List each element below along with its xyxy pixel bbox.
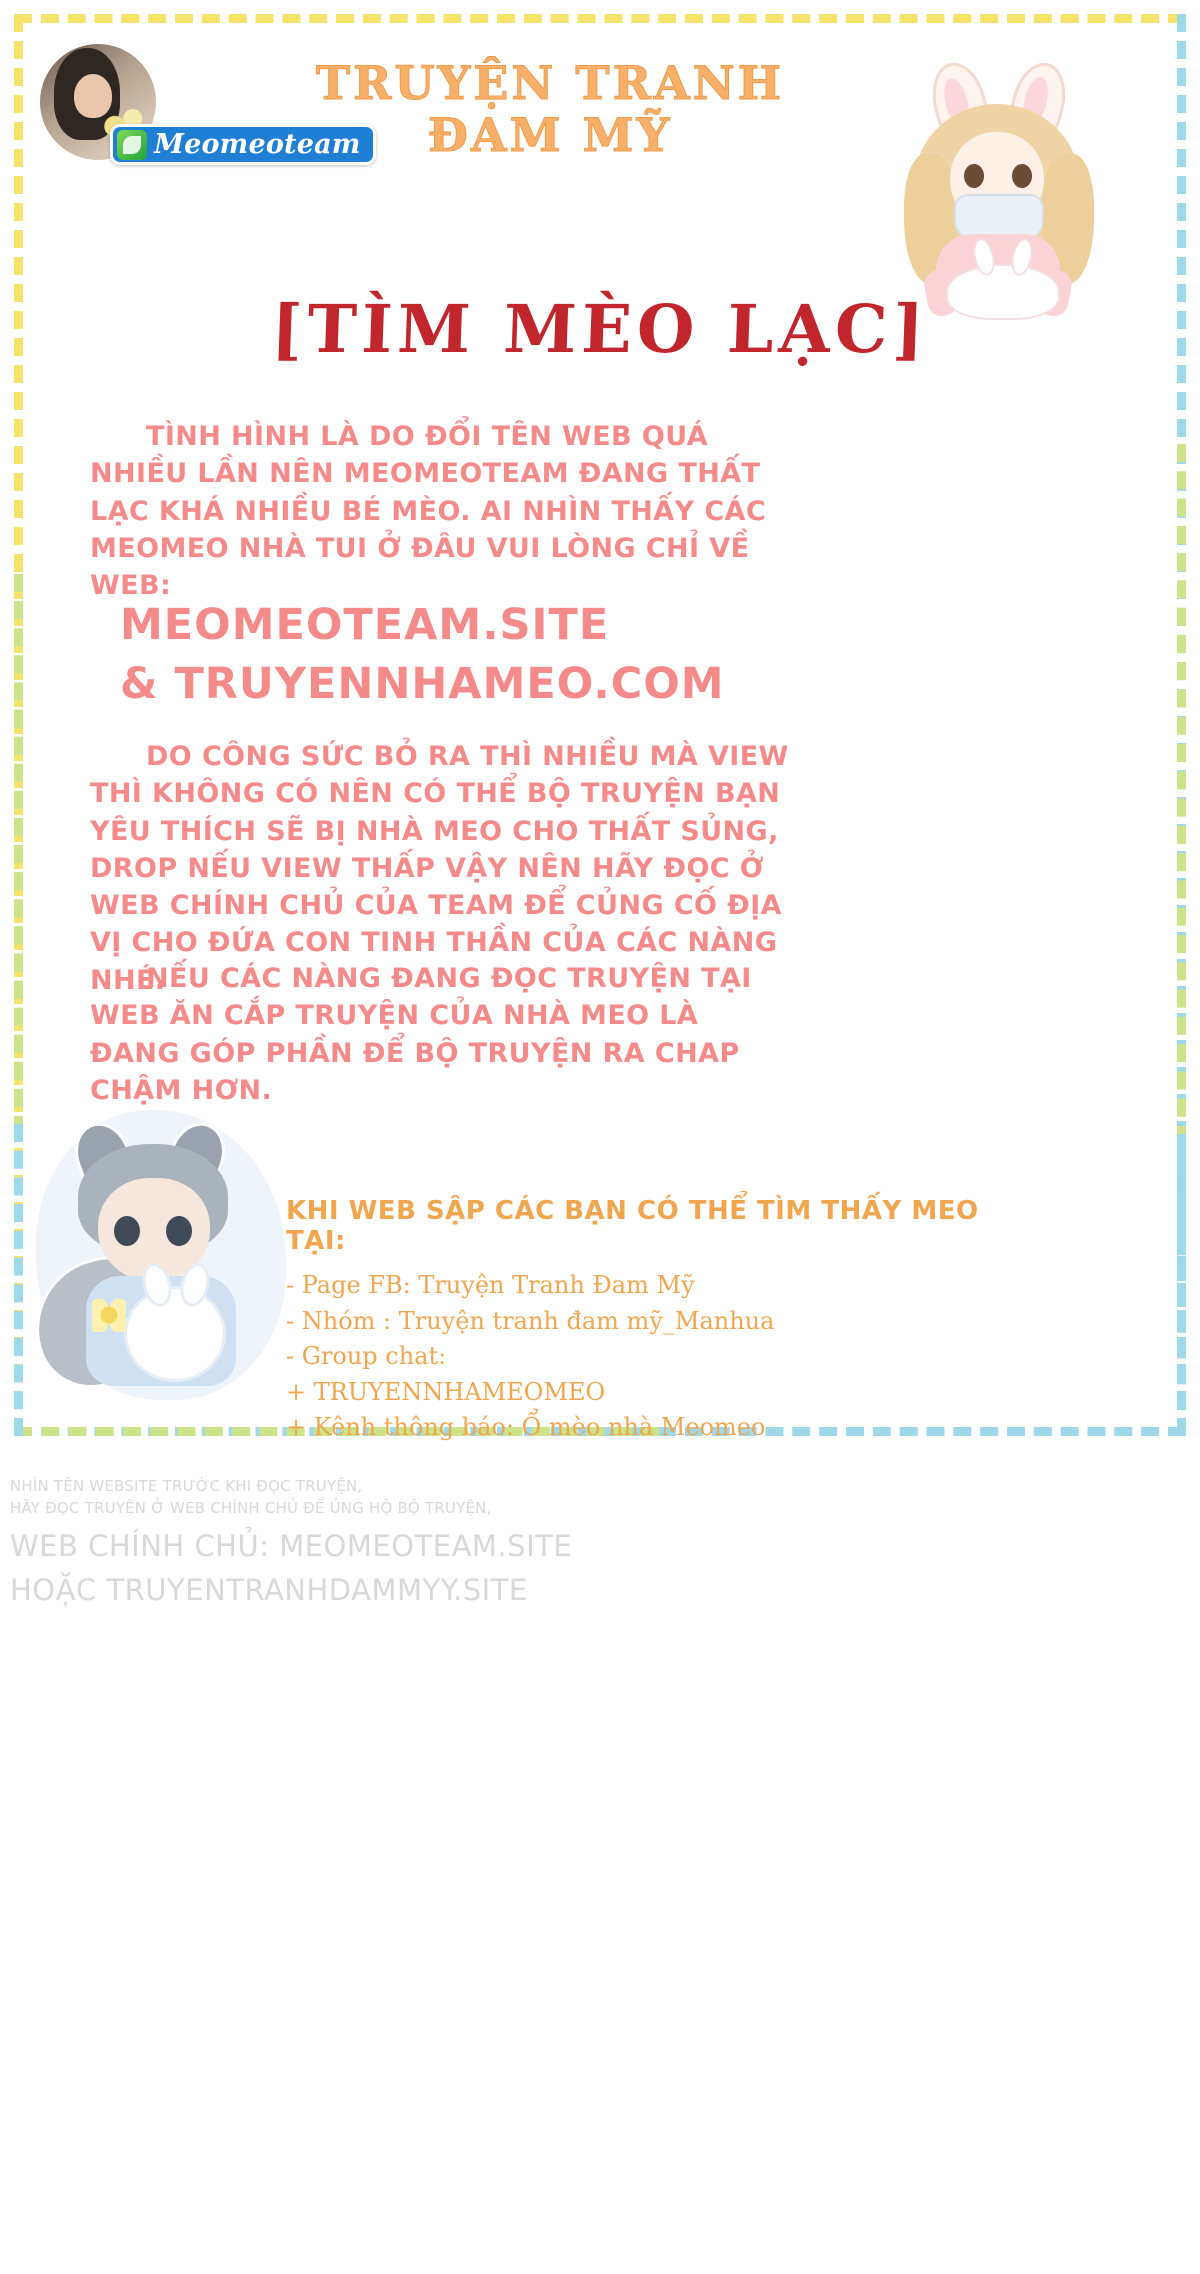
- website-link-secondary[interactable]: & TRUYENNHAMEO.COM: [120, 659, 725, 710]
- main-heading: [TÌM MÈO LẠC]: [269, 290, 931, 368]
- leaf-icon: [117, 130, 147, 160]
- contact-line-group: - Nhóm : Truyện tranh đam mỹ_Manhua: [286, 1306, 775, 1335]
- contact-line-groupchat-name: + TRUYENNHAMEOMEO: [286, 1377, 606, 1406]
- contact-block: [286, 1196, 1046, 1446]
- footer-note-line-2: HÃY ĐỌC TRUYỆN Ở WEB CHÍNH CHỦ ĐỂ ỦNG HỘ BỘ TRUYỆN,: [10, 1498, 492, 1517]
- page-title-line-2: ĐAM MỸ: [427, 107, 673, 162]
- contact-line-groupchat: - Group chat:: [286, 1342, 447, 1371]
- frame-edge-top: [14, 14, 1186, 23]
- chibi-wolf-eye-right: [166, 1216, 192, 1246]
- notice-paragraph-2: DO CÔNG SỨC BỎ RA THÌ NHIỀU MÀ VIEW THÌ KHÔNG CÓ NÊN CÓ THỂ BỘ TRUYỆN BẠN YÊU THÍCH SẼ BỊ NHÀ MEO CHO THẤT SỦNG, DROP NẾU VIEW THẤP VẬY NÊN HÃY ĐỌC Ở WEB CHÍNH CHỦ CỦA TEAM ĐỂ CỦNG CỐ ĐỊA VỊ CHO ĐỨA CON TINH THẦN CỦA CÁC NÀNG NHÉ.: [90, 741, 789, 996]
- chibi-girl-eye-right: [1012, 164, 1032, 188]
- page-title-line-1: TRUYỆN TRANH: [315, 56, 785, 110]
- header: [40, 34, 1140, 164]
- frame-edge-right-middle: [1177, 444, 1186, 1144]
- website-links: [120, 596, 940, 715]
- chibi-wolf-illustration: [28, 1090, 298, 1410]
- bunny-plush-white-icon: [124, 1286, 226, 1382]
- chibi-wolf-eye-left: [114, 1216, 140, 1246]
- frame-edge-right-bottom: [1177, 1134, 1186, 1436]
- chibi-girl-eye-left: [964, 164, 984, 188]
- contact-line-fanpage: - Page FB: Truyện Tranh Đam Mỹ: [286, 1271, 695, 1299]
- frame-edge-left-bottom: [14, 1124, 23, 1436]
- brand-badge: [110, 124, 376, 165]
- flower-icon: [92, 1298, 126, 1332]
- notice-paragraph-3: NẾU CÁC NÀNG ĐANG ĐỌC TRUYỆN TẠI WEB ĂN CẮP TRUYỆN CỦA NHÀ MEO LÀ ĐANG GÓP PHẦN ĐỂ BỘ TRUYỆN RA CHAP CHẬM HƠN.: [90, 963, 752, 1106]
- frame-edge-left-middle: [14, 574, 23, 1134]
- footer-official-web: WEB CHÍNH CHỦ: MEOMEOTEAM.SITE: [10, 1528, 573, 1563]
- website-link-primary[interactable]: MEOMEOTEAM.SITE: [120, 600, 610, 650]
- contact-title: KHI WEB SẬP CÁC BẠN CÓ THỂ TÌM THẤY MEO TẠI:: [286, 1196, 979, 1256]
- footer-note-line-1: NHÌN TÊN WEBSITE TRƯỚC KHI ĐỌC TRUYỆN,: [10, 1477, 363, 1495]
- footer-alternate-web: HOẶC TRUYENTRANHDAMMYY.SITE: [10, 1572, 528, 1607]
- footer: [10, 1476, 1190, 1608]
- chibi-girl-illustration: [892, 58, 1102, 318]
- contact-line-channel: + Kênh thông báo: Ổ mèo nhà Meomeo: [286, 1413, 766, 1442]
- notice-paragraph-1: TÌNH HÌNH LÀ DO ĐỔI TÊN WEB QUÁ NHIỀU LẦN NÊN MEOMEOTEAM ĐANG THẤT LẠC KHÁ NHIỀU BÉ MÈO. AI NHÌN THẤY CÁC MEOMEO NHÀ TUI Ở ĐÂU VUI LÒNG CHỈ VỀ WEB:: [90, 421, 767, 601]
- brand-badge-label: Meomeoteam: [154, 129, 361, 160]
